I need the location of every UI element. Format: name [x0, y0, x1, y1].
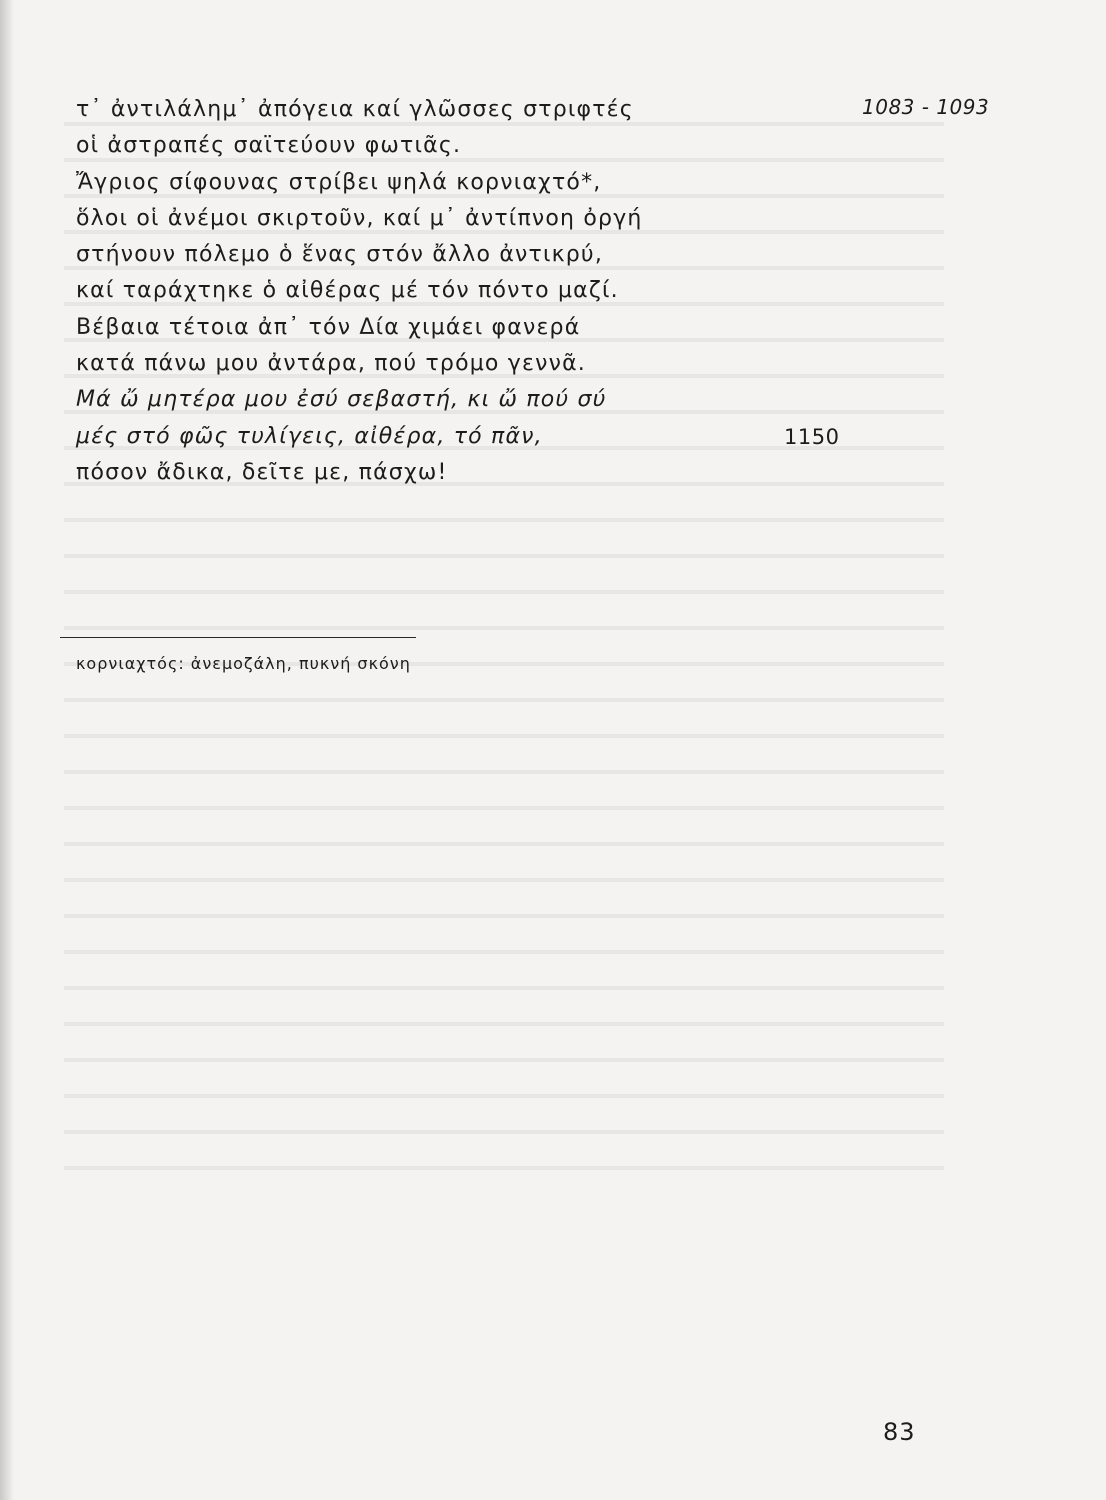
verse-line	[76, 201, 876, 237]
verse-line	[76, 310, 876, 346]
footnote: κορνιαχτός: ἀνεμοζάλη, πυκνή σκόνη	[76, 654, 411, 673]
verse-block	[76, 92, 876, 491]
verse-text: στήνουν πόλεμο ὁ ἕνας στόν ἄλλο ἀντικρύ,	[76, 242, 604, 268]
verse-line	[76, 92, 876, 128]
verse-line	[76, 165, 876, 201]
line-number: 1150	[784, 424, 840, 449]
binding-shadow	[0, 0, 14, 1500]
line-range: 1083 - 1093	[862, 95, 990, 119]
verse-line	[76, 419, 876, 455]
verse-line	[76, 382, 876, 418]
verse-text: τ᾽ ἀντιλάλημ᾽ ἀπόγεια καί γλῶσσες στριφτές	[76, 97, 634, 122]
verse-text: πόσον ἄδικα, δεῖτε με, πάσχω!	[76, 459, 448, 485]
verse-line	[76, 128, 876, 164]
verse-text: Μά ὤ μητέρα μου ἐσύ σεβαστή, κι ὤ πού σύ	[76, 387, 607, 413]
verse-text: Βέβαια τέτοια ἀπ᾽ τόν Δία χιμάει φανερά	[76, 314, 581, 340]
verse-text: κατά πάνω μου ἀντάρα, πού τρόμο γεννᾶ.	[76, 351, 586, 377]
page-number: 83	[883, 1418, 916, 1446]
verse-line	[76, 273, 876, 309]
verse-text: μές στό φῶς τυλίγεις, αἰθέρα, τό πᾶν,	[76, 423, 543, 449]
verse-line	[76, 455, 876, 491]
verse-line	[76, 237, 876, 273]
verse-text: ὅλοι οἱ ἀνέμοι σκιρτοῦν, καί μ᾽ ἀντίπνοη ὀργή	[76, 205, 643, 231]
verse-text: οἱ ἀστραπές σαϊτεύουν φωτιᾶς.	[76, 133, 462, 159]
verse-text: καί ταράχτηκε ὁ αἰθέρας μέ τόν πόντο μαζί.	[76, 278, 619, 304]
footnote-rule	[60, 637, 416, 638]
verse-line	[76, 346, 876, 382]
verse-text: Ἄγριος σίφουνας στρίβει ψηλά κορνιαχτό*,	[76, 169, 602, 195]
